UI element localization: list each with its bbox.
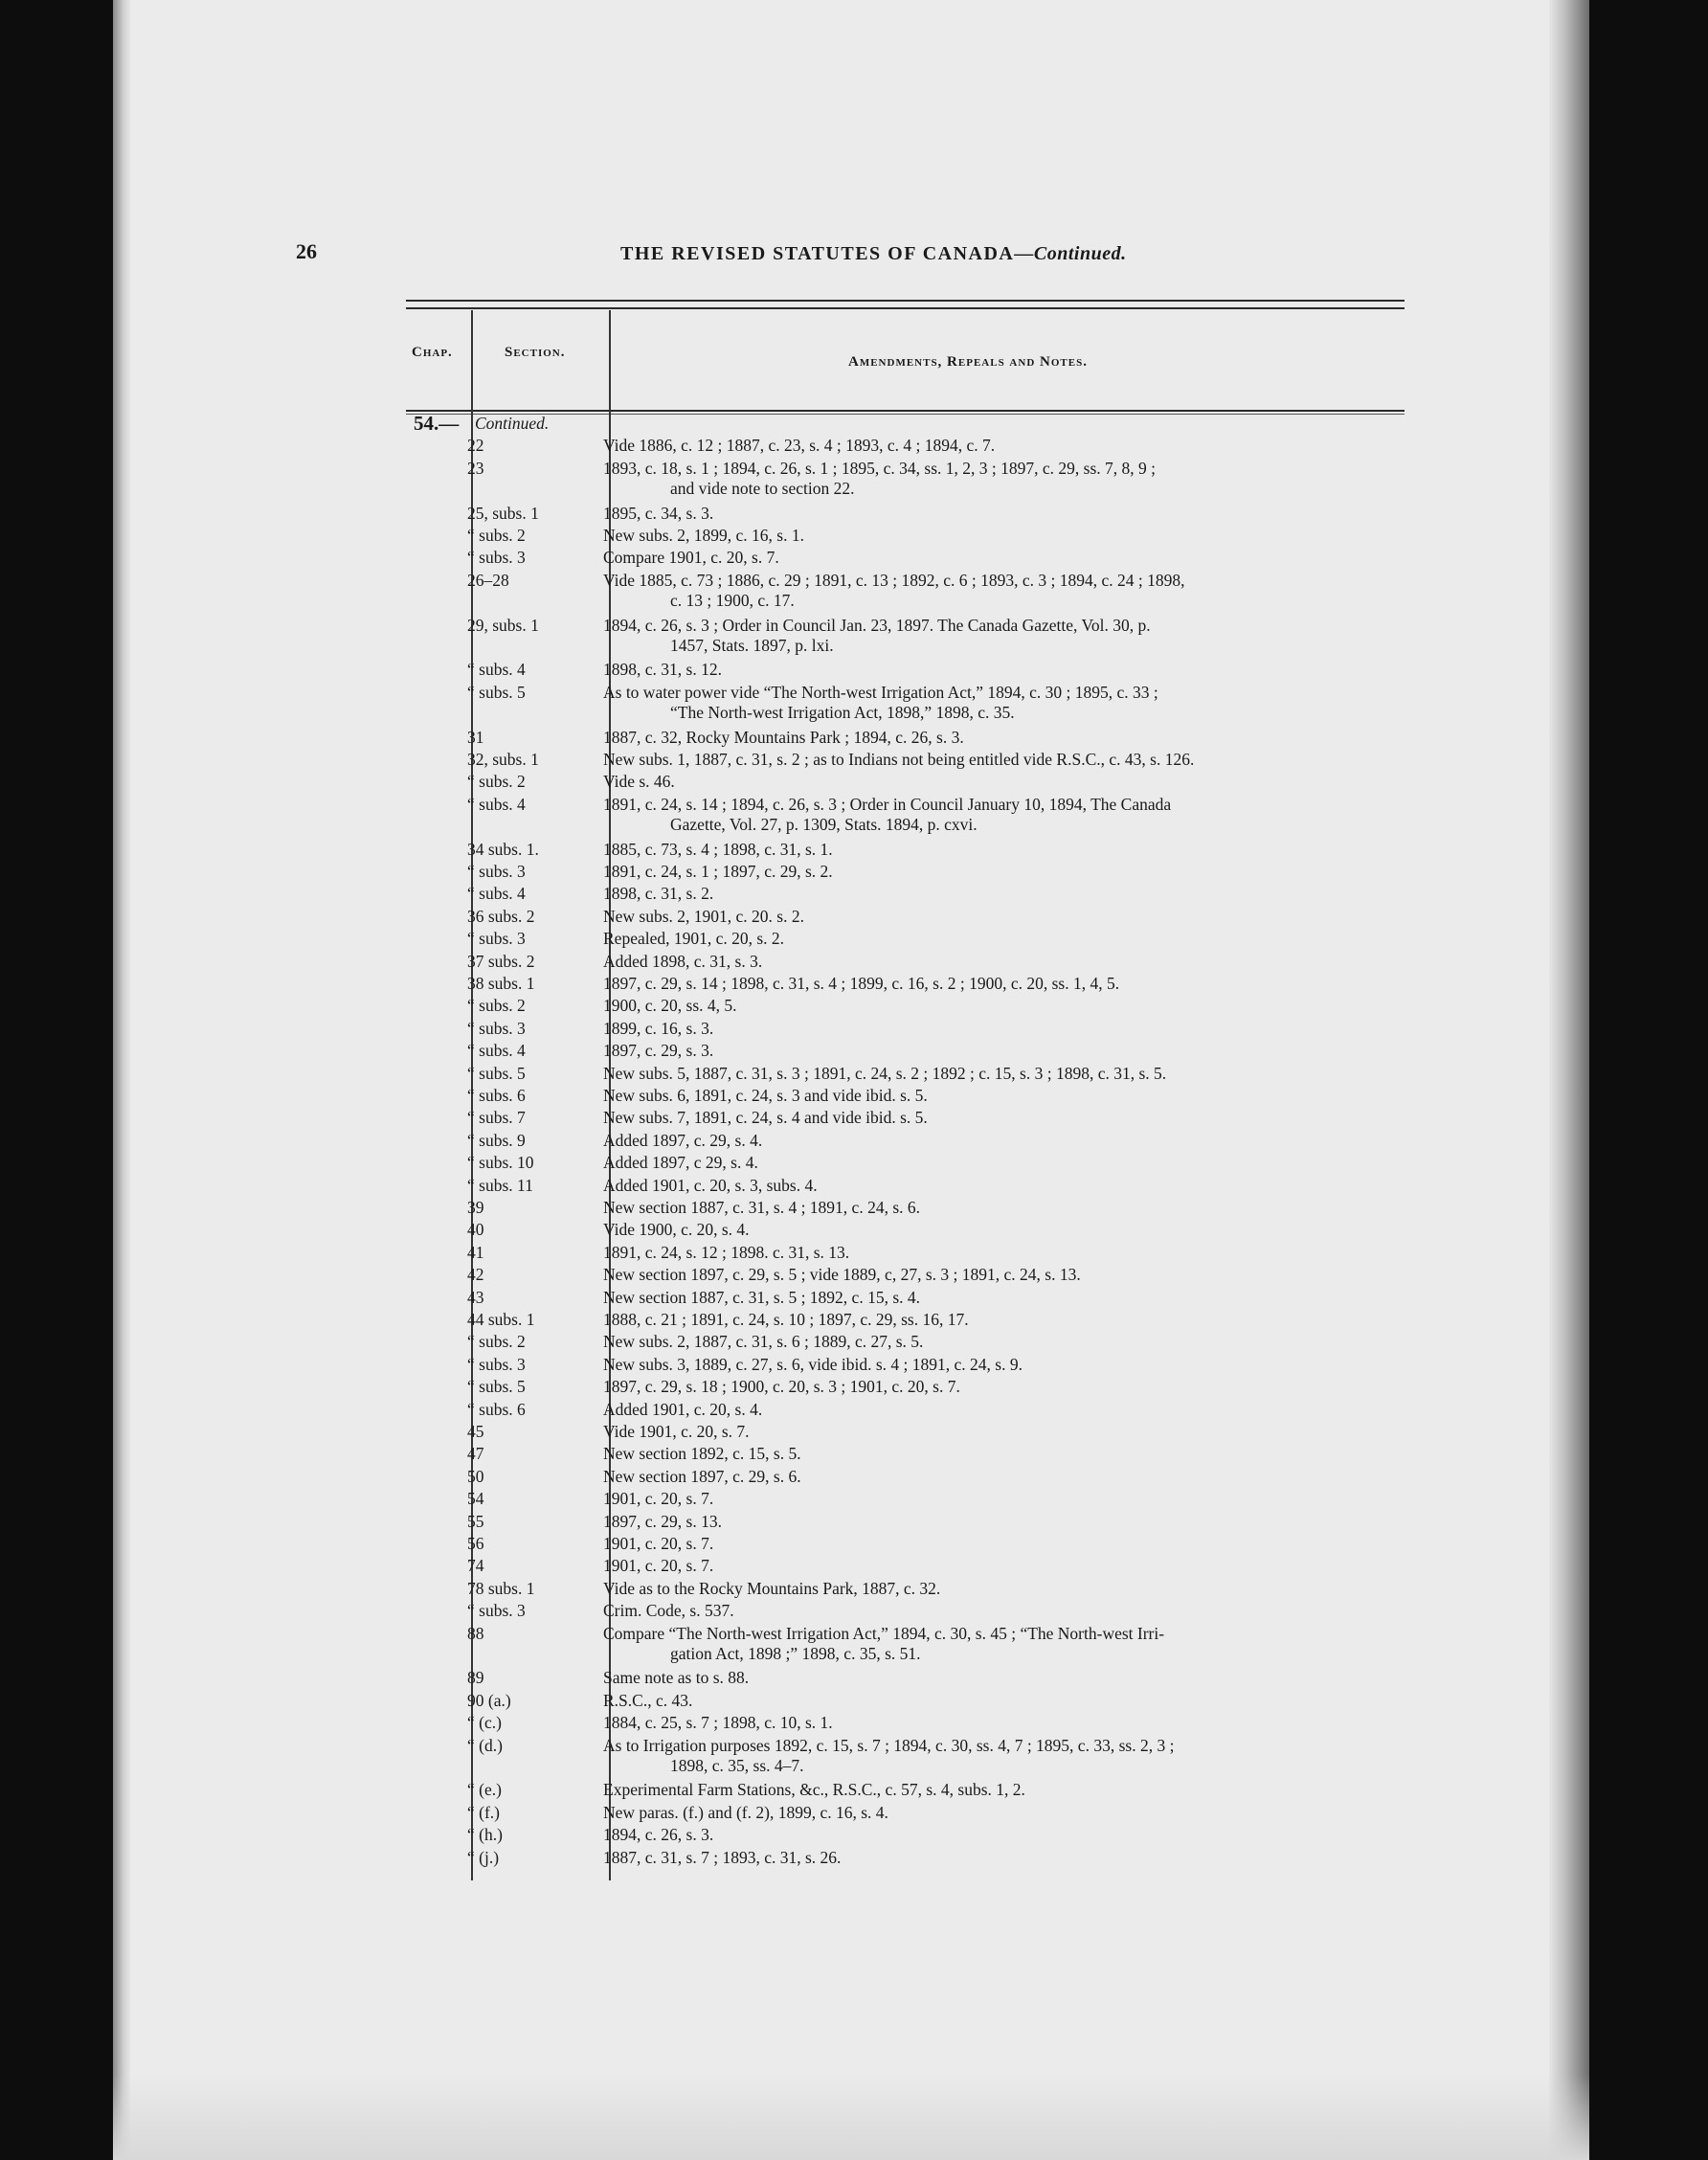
- section-cell: 43: [467, 1287, 484, 1307]
- amendment-line: 1894, c. 26, s. 3.: [603, 1825, 714, 1845]
- amendment-cell: [603, 1131, 1403, 1151]
- section-cell: 32, subs. 1: [467, 750, 539, 769]
- section-cell: “ (j.): [467, 1847, 500, 1867]
- amendment-cell: [603, 750, 1403, 770]
- amendment-line-continued: 1898, c. 35, ss. 4–7.: [670, 1755, 804, 1775]
- section-cell: 50: [467, 1466, 484, 1486]
- amendment-cell: [603, 526, 1403, 546]
- amendment-cell: [603, 1444, 1403, 1464]
- section-cell: “ (f.): [467, 1802, 501, 1822]
- section-cell: 55: [467, 1511, 484, 1531]
- amendment-line: New subs. 3, 1889, c. 27, s. 6, vide ibid. s. 4 ; 1891, c. 24, s. 9.: [603, 1354, 1023, 1374]
- section-cell: “ subs. 4: [467, 794, 526, 814]
- amendment-cell: [603, 683, 1403, 723]
- amendment-line: New section 1892, c. 15, s. 5.: [603, 1444, 801, 1464]
- amendment-line: 1897, c. 29, s. 13.: [603, 1511, 722, 1531]
- section-cell: “ (c.): [467, 1713, 502, 1733]
- section-cell: “ subs. 6: [467, 1399, 526, 1419]
- amendment-line: New subs. 1, 1887, c. 31, s. 2 ; as to Indians not being entitled vide R.S.C., c. 43, s. 126.: [603, 750, 1195, 769]
- amendment-line: As to Irrigation purposes 1892, c. 15, s. 7 ; 1894, c. 30, ss. 4, 7 ; 1895, c. 33, ss. 2, 3 ;: [603, 1735, 1175, 1755]
- amendment-line: New subs. 2, 1901, c. 20. s. 2.: [603, 906, 804, 926]
- amendment-cell: [603, 996, 1403, 1016]
- section-cell: “ subs. 4: [467, 884, 526, 904]
- amendment-line: 1885, c. 73, s. 4 ; 1898, c. 31, s. 1.: [603, 839, 833, 859]
- section-cell: Continued.: [475, 414, 550, 433]
- amendment-line: 1897, c. 29, s. 3.: [603, 1041, 714, 1061]
- amendment-cell: [603, 884, 1403, 904]
- amendment-cell: [603, 1713, 1403, 1733]
- amendment-line: Compare 1901, c. 20, s. 7.: [603, 548, 779, 568]
- section-cell: 89: [467, 1668, 484, 1688]
- amendment-cell: [603, 1624, 1403, 1664]
- amendment-line: 1884, c. 25, s. 7 ; 1898, c. 10, s. 1.: [603, 1713, 833, 1733]
- section-cell: 56: [467, 1534, 484, 1553]
- amendment-line: Vide as to the Rocky Mountains Park, 1887, c. 32.: [603, 1578, 941, 1598]
- amendment-cell: [603, 1668, 1403, 1688]
- amendment-line: Added 1901, c. 20, s. 4.: [603, 1399, 763, 1419]
- amendment-line: 1901, c. 20, s. 7.: [603, 1556, 714, 1576]
- amendment-line: Same note as to s. 88.: [603, 1668, 750, 1688]
- amendment-cell: [603, 1400, 1403, 1420]
- amendment-cell: [603, 1265, 1403, 1285]
- column-header-amendments: Amendments, Repeals and Notes.: [848, 354, 1088, 370]
- amendment-line: 1894, c. 26, s. 3 ; Order in Council Jan. 23, 1897. The Canada Gazette, Vol. 30, p.: [603, 615, 1151, 635]
- amendment-line-continued: and vide note to section 22.: [670, 478, 855, 498]
- section-cell: 34 subs. 1.: [467, 839, 539, 859]
- amendment-line: New subs. 6, 1891, c. 24, s. 3 and vide ibid. s. 5.: [603, 1086, 928, 1105]
- amendment-cell: [603, 1310, 1403, 1330]
- section-cell: 25, subs. 1: [467, 503, 539, 523]
- running-head: [620, 243, 1127, 265]
- amendment-line: 1897, c. 29, s. 18 ; 1900, c. 20, s. 3 ; 1901, c. 20, s. 7.: [603, 1377, 960, 1397]
- amendment-line: 1888, c. 21 ; 1891, c. 24, s. 10 ; 1897, c. 29, ss. 16, 17.: [603, 1310, 969, 1329]
- amendment-line: New section 1897, c. 29, s. 5 ; vide 1889, c, 27, s. 3 ; 1891, c. 24, s. 13.: [603, 1265, 1081, 1285]
- section-cell: “ subs. 2: [467, 996, 526, 1016]
- section-cell: “ subs. 2: [467, 772, 526, 792]
- amendment-cell: [603, 728, 1403, 748]
- amendment-cell: [603, 1332, 1403, 1352]
- section-cell: “ subs. 7: [467, 1108, 526, 1128]
- amendment-line-continued: “The North-west Irrigation Act, 1898,” 1898, c. 35.: [670, 702, 1015, 722]
- section-cell: 45: [467, 1422, 484, 1441]
- amendment-line-continued: Gazette, Vol. 27, p. 1309, Stats. 1894, p. cxvi.: [670, 814, 978, 834]
- section-cell: 40: [467, 1220, 484, 1240]
- section-cell: 42: [467, 1265, 484, 1285]
- amendment-cell: [603, 1512, 1403, 1532]
- amendment-cell: [603, 795, 1403, 835]
- section-cell: 54: [467, 1489, 484, 1509]
- amendment-line: New paras. (f.) and (f. 2), 1899, c. 16, s. 4.: [603, 1802, 888, 1822]
- header-rule: [406, 410, 1405, 412]
- page-edge-right: [1549, 0, 1589, 2160]
- amendment-line: 1887, c. 32, Rocky Mountains Park ; 1894, c. 26, s. 3.: [603, 727, 964, 747]
- amendment-line: Added 1897, c. 29, s. 4.: [603, 1130, 763, 1150]
- section-cell: “ subs. 3: [467, 929, 526, 949]
- amendment-cell: [603, 1848, 1403, 1868]
- section-cell: 39: [467, 1198, 484, 1217]
- top-rule: [406, 300, 1405, 302]
- section-cell: “ subs. 11: [467, 1175, 533, 1195]
- amendment-line: 1898, c. 31, s. 2.: [603, 884, 714, 904]
- amendment-line: New section 1897, c. 29, s. 6.: [603, 1466, 801, 1486]
- amendment-line: 1899, c. 16, s. 3.: [603, 1018, 714, 1038]
- section-cell: “ (d.): [467, 1735, 503, 1755]
- amendment-cell: [603, 1086, 1403, 1106]
- amendment-line: Repealed, 1901, c. 20, s. 2.: [603, 929, 785, 949]
- amendment-cell: [603, 1579, 1403, 1599]
- amendment-cell: [603, 1467, 1403, 1487]
- section-cell: “ subs. 3: [467, 862, 526, 881]
- amendment-line: Vide 1885, c. 73 ; 1886, c. 29 ; 1891, c. 13 ; 1892, c. 6 ; 1893, c. 3 ; 1894, c. 24 ; 1898,: [603, 570, 1185, 590]
- section-cell: 22: [467, 436, 484, 456]
- amendment-line: 1893, c. 18, s. 1 ; 1894, c. 26, s. 1 ; 1895, c. 34, ss. 1, 2, 3 ; 1897, c. 29, ss. 7, 8, 9 ;: [603, 458, 1157, 478]
- page-number: 26: [296, 239, 317, 263]
- amendment-line: 1897, c. 29, s. 14 ; 1898, c. 31, s. 4 ; 1899, c. 16, s. 2 ; 1900, c. 20, ss. 1, 4, 5.: [603, 974, 1120, 993]
- chapter-number: 54.—: [414, 412, 460, 435]
- section-cell: “ subs. 3: [467, 1601, 526, 1621]
- section-cell: 88: [467, 1623, 484, 1643]
- amendment-cell: [603, 840, 1403, 860]
- amendment-cell: [603, 1153, 1403, 1173]
- amendment-cell: [603, 548, 1403, 568]
- amendment-line: R.S.C., c. 43.: [603, 1690, 693, 1710]
- section-cell: 26–28: [467, 570, 509, 590]
- amendment-cell: [603, 504, 1403, 524]
- amendment-cell: [603, 1691, 1403, 1711]
- amendment-line: 1891, c. 24, s. 14 ; 1894, c. 26, s. 3 ; Order in Council January 10, 1894, The Canada: [603, 794, 1172, 814]
- amendment-line: New subs. 7, 1891, c. 24, s. 4 and vide ibid. s. 5.: [603, 1108, 928, 1128]
- amendment-cell: [603, 1064, 1403, 1084]
- section-cell: “ subs. 5: [467, 682, 526, 702]
- amendment-line: 1900, c. 20, ss. 4, 5.: [603, 996, 737, 1016]
- amendment-line: As to water power vide “The North-west Irrigation Act,” 1894, c. 30 ; 1895, c. 33 ;: [603, 682, 1158, 702]
- column-header-section: Section.: [505, 345, 566, 360]
- amendment-line-continued: gation Act, 1898 ;” 1898, c. 35, s. 51.: [670, 1643, 921, 1663]
- amendment-line: 1891, c. 24, s. 12 ; 1898. c. 31, s. 13.: [603, 1242, 850, 1262]
- amendment-line: Vide 1886, c. 12 ; 1887, c. 23, s. 4 ; 1893, c. 4 ; 1894, c. 7.: [603, 436, 996, 456]
- section-cell: “ subs. 5: [467, 1377, 526, 1397]
- amendment-line: 1891, c. 24, s. 1 ; 1897, c. 29, s. 2.: [603, 862, 833, 881]
- section-cell: 74: [467, 1556, 484, 1576]
- amendment-line: 1901, c. 20, s. 7.: [603, 1489, 714, 1509]
- page-bottom-shade: [113, 2074, 1589, 2160]
- amendment-cell: [603, 616, 1403, 656]
- amendment-line: New section 1887, c. 31, s. 5 ; 1892, c. 15, s. 4.: [603, 1287, 921, 1307]
- amendment-line: Experimental Farm Stations, &c., R.S.C., c. 57, s. 4, subs. 1, 2.: [603, 1780, 1025, 1800]
- amendment-cell: [603, 1243, 1403, 1263]
- section-cell: “ subs. 2: [467, 1332, 526, 1352]
- amendment-cell: [603, 1220, 1403, 1240]
- amendment-cell: [603, 1601, 1403, 1621]
- amendment-line: 1887, c. 31, s. 7 ; 1893, c. 31, s. 26.: [603, 1847, 842, 1867]
- section-cell: 29, subs. 1: [467, 615, 539, 635]
- amendment-cell: [603, 1736, 1403, 1776]
- section-cell: “ subs. 6: [467, 1086, 526, 1105]
- section-cell: “ subs. 9: [467, 1130, 526, 1150]
- amendment-cell: [603, 907, 1403, 927]
- section-cell: 78 subs. 1: [467, 1578, 535, 1598]
- section-cell: 90 (a.): [467, 1690, 511, 1710]
- amendment-cell: [603, 929, 1403, 949]
- section-cell: 23: [467, 458, 484, 478]
- amendment-cell: [603, 862, 1403, 882]
- amendment-cell: [603, 1355, 1403, 1375]
- section-cell: “ (e.): [467, 1780, 502, 1800]
- amendment-cell: [603, 1041, 1403, 1061]
- amendment-cell: [603, 571, 1403, 611]
- amendment-line-continued: c. 13 ; 1900, c. 17.: [670, 590, 795, 610]
- section-cell: 37 subs. 2: [467, 951, 535, 971]
- amendment-cell: [603, 1556, 1403, 1576]
- section-cell: “ subs. 3: [467, 548, 526, 568]
- amendment-cell: [603, 772, 1403, 792]
- section-cell: “ subs. 4: [467, 1041, 526, 1061]
- section-cell: “ subs. 5: [467, 1063, 526, 1083]
- section-cell: 36 subs. 2: [467, 906, 535, 926]
- amendment-line: Compare “The North-west Irrigation Act,” 1894, c. 30, s. 45 ; “The North-west Irri-: [603, 1623, 1165, 1643]
- top-rule-double: [406, 307, 1405, 309]
- section-cell: 31: [467, 727, 484, 747]
- section-cell: “ subs. 3: [467, 1354, 526, 1374]
- section-cell: “ subs. 2: [467, 526, 526, 545]
- amendment-line: New subs. 5, 1887, c. 31, s. 3 ; 1891, c. 24, s. 2 ; 1892 ; c. 15, s. 3 ; 1898, c. 31, s. 5.: [603, 1063, 1167, 1083]
- section-cell: “ (h.): [467, 1825, 503, 1845]
- page-edge-left: [113, 0, 130, 2160]
- amendment-line: Added 1898, c. 31, s. 3.: [603, 951, 763, 971]
- amendment-cell: [603, 974, 1403, 994]
- amendment-cell: [603, 1422, 1403, 1442]
- amendment-line: Added 1897, c 29, s. 4.: [603, 1153, 758, 1173]
- amendment-cell: [603, 1803, 1403, 1823]
- section-cell: 47: [467, 1444, 484, 1464]
- amendment-cell: [603, 660, 1403, 680]
- amendment-line: 1901, c. 20, s. 7.: [603, 1534, 714, 1553]
- section-cell: 38 subs. 1: [467, 974, 535, 993]
- column-header-chap: Chap.: [412, 345, 453, 360]
- amendment-cell: [603, 1019, 1403, 1039]
- amendment-cell: [603, 436, 1403, 456]
- amendment-cell: [603, 1780, 1403, 1800]
- running-head-title: THE REVISED STATUTES OF CANADA: [620, 243, 1015, 264]
- amendment-cell: [603, 1198, 1403, 1218]
- amendment-cell: [603, 1534, 1403, 1554]
- running-head-continued: —Continued.: [1014, 243, 1127, 264]
- amendment-line: New section 1887, c. 31, s. 4 ; 1891, c. 24, s. 6.: [603, 1198, 921, 1217]
- amendment-line: Vide 1901, c. 20, s. 7.: [603, 1422, 750, 1441]
- amendment-line: Vide 1900, c. 20, s. 4.: [603, 1220, 750, 1240]
- section-cell: “ subs. 4: [467, 660, 526, 680]
- amendment-cell: [603, 1489, 1403, 1509]
- amendment-cell: [603, 1825, 1403, 1845]
- amendment-cell: [603, 1108, 1403, 1128]
- amendment-line: 1898, c. 31, s. 12.: [603, 660, 722, 680]
- section-cell: “ subs. 3: [467, 1018, 526, 1038]
- amendment-line: Added 1901, c. 20, s. 3, subs. 4.: [603, 1175, 818, 1195]
- amendment-cell: [603, 459, 1403, 499]
- amendment-line: New subs. 2, 1887, c. 31, s. 6 ; 1889, c. 27, s. 5.: [603, 1332, 924, 1352]
- amendment-cell: [603, 1288, 1403, 1308]
- section-cell: 44 subs. 1: [467, 1310, 535, 1329]
- amendment-cell: [603, 952, 1403, 972]
- section-cell: “ subs. 10: [467, 1153, 534, 1173]
- amendment-line: New subs. 2, 1899, c. 16, s. 1.: [603, 526, 804, 545]
- amendment-line: Vide s. 46.: [603, 772, 675, 792]
- amendment-cell: [603, 1176, 1403, 1196]
- amendment-cell: [603, 1377, 1403, 1397]
- amendment-line-continued: 1457, Stats. 1897, p. lxi.: [670, 635, 834, 655]
- amendment-line: Crim. Code, s. 537.: [603, 1601, 734, 1621]
- amendment-line: 1895, c. 34, s. 3.: [603, 503, 714, 523]
- section-cell: 41: [467, 1242, 484, 1262]
